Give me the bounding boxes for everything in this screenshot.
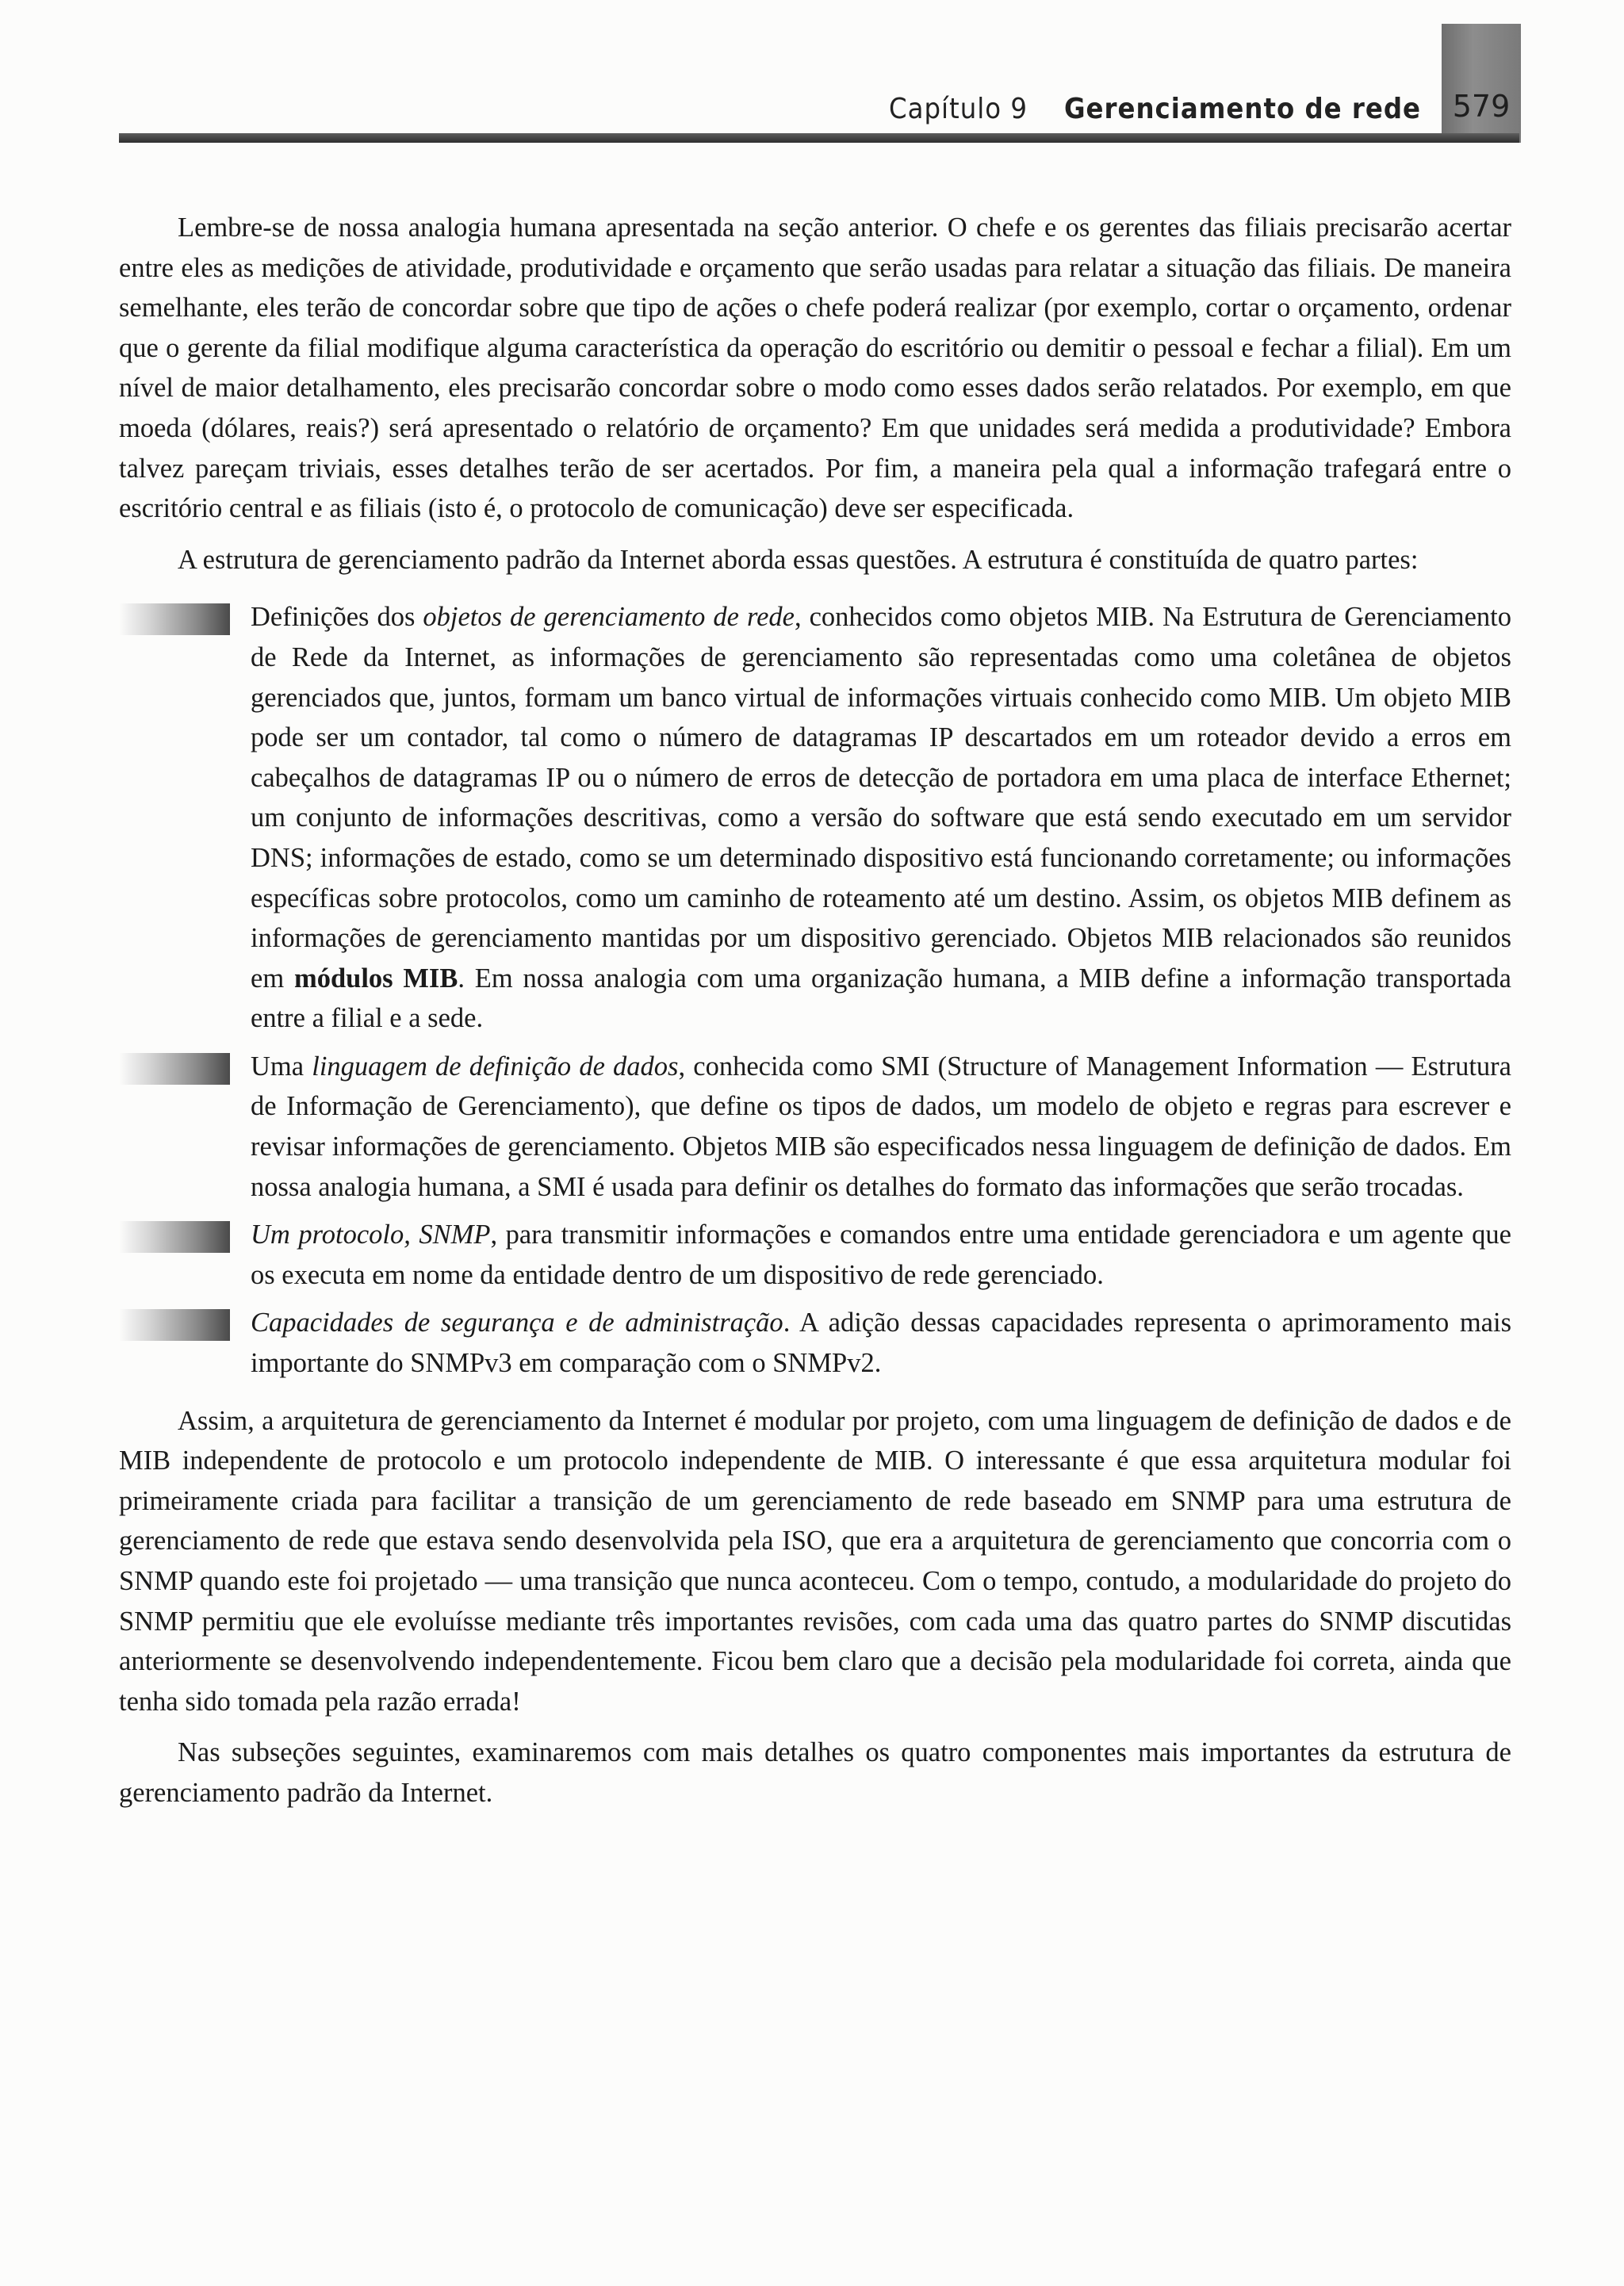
bullet-item-security (251, 1303, 1511, 1383)
emphasis: Capacidades de segurança e de administração (251, 1308, 783, 1338)
header-title (889, 93, 1421, 125)
bullet-marker (119, 1053, 230, 1085)
bullet-item-smi (251, 1047, 1511, 1207)
text-run: Definições dos (251, 602, 423, 633)
text-run: , conhecidos como objetos MIB. Na Estrutura de Gerenciamento de Rede da Internet, as informações de gerenciamento são representadas como uma coletânea de objetos gerenciados que, juntos, formam um banco virtual de informações virtuais conhecido como MIB. Um objeto MIB pode ser um contador, tal como o número de datagramas IP descartados em um roteador devido a erros em cabeçalhos de datagramas IP ou o número de erros de detecção de portadora em uma placa de interface Ethernet; um conjunto de informações descritivas, como a versão do software que está sendo executado em um servidor DNS; informações de estado, como se um determinado dispositivo está funcionando corretamente; ou informações específicas sobre protocolos, como um caminho de roteamento até um destino. Assim, os objetos MIB definem as informações de gerenciamento mantidas por um dispositivo gerenciado. Objetos MIB relacionados são reunidos em (251, 602, 1511, 994)
bullet-item-mib (251, 597, 1511, 1039)
text-run: , conhecida como SMI (Structure of Management Information — Estrutura de Informação de Gerenciamento), que define os tipos de dados, um modelo de objeto e regras para escrever e revisar informações de gerenciamento. Objetos MIB são especificados nessa linguagem de definição de dados. Em nossa analogia humana, a SMI é usada para definir os detalhes do formato das informações que serão trocadas. (251, 1051, 1511, 1202)
header-rule (119, 133, 1519, 143)
text-run: , para transmitir informações e comandos entre uma entidade gerenciadora e um agente que os executa em nome da entidade dentro de um dispositivo de rede gerenciado. (251, 1220, 1511, 1290)
bullet-text (251, 1215, 1511, 1295)
bullet-text (251, 1303, 1511, 1383)
bullet-marker (119, 1309, 230, 1341)
chapter-label: Capítulo 9 (889, 93, 1028, 125)
emphasis: linguagem de definição de dados (312, 1051, 679, 1082)
paragraph-structure-intro: A estrutura de gerenciamento padrão da Internet aborda essas questões. A estrutura é constituída de quatro partes: (178, 544, 1419, 575)
text-run: Uma (251, 1051, 312, 1082)
page-body (119, 208, 1511, 1813)
section-label: Gerenciamento de rede (1063, 93, 1421, 125)
paragraph-analogy: Lembre-se de nossa analogia humana apresentada na seção anterior. O chefe e os gerentes das filiais precisarão acertar entre eles as medições de atividade, produtividade e orçamento que serão usadas para relatar a situação das filiais. De maneira semelhante, eles terão de concordar sobre que tipo de ações o chefe poderá realizar (por exemplo, cortar o orçamento, ordenar que o gerente da filial modifique alguma característica da operação do escritório ou demitir o pessoal e fechar a filial). Em um nível de maior detalhamento, eles precisarão concordar sobre o modo como esses dados serão relatados. Por exemplo, em que moeda (dólares, reais?) será apresentado o relatório de orçamento? Em que unidades será medida a produtividade? Embora talvez pareçam triviais, esses detalhes terão de ser acertados. Por fim, a maneira pela qual a informação trafegará entre o escritório central e as filiais (isto é, o protocolo de comunicação) deve ser especificada. (119, 213, 1511, 524)
bullet-text (251, 597, 1511, 1039)
page-number-text: 579 (1452, 89, 1511, 124)
text-run: . A adição dessas capacidades representa o aprimoramento mais importante do SNMPv3 em comparação com o SNMPv2. (251, 1308, 1511, 1379)
text-run: . Em nossa analogia com uma organização humana, a MIB define a informação transportada entre a filial e a sede. (251, 963, 1511, 1034)
emphasis: Um protocolo, SNMP (251, 1220, 491, 1250)
emphasis: objetos de gerenciamento de rede (423, 602, 795, 633)
running-header (0, 94, 1519, 143)
paragraph-modular-architecture: Assim, a arquitetura de gerenciamento da Internet é modular por projeto, com uma linguagem de definição de dados e de MIB independente de protocolo e um protocolo independente de MIB. O interessante é que essa arquitetura modular foi primeiramente criada para facilitar a transição de um gerenciamento de rede baseado em SNMP para uma estrutura de gerenciamento de rede que estava sendo desenvolvida pela ISO, que era a arquitetura de gerenciamento que concorria com o SNMP quando este foi projetado — uma transição que nunca aconteceu. Com o tempo, contudo, a modularidade do projeto do SNMP permitiu que ele evoluísse mediante três importantes revisões, com cada uma das quatro partes do SNMP discutidas anteriormente se desenvolvendo independentemente. Ficou bem claro que a decisão pela modularidade foi correta, ainda que tenha sido tomada pela razão errada! (119, 1405, 1511, 1717)
paragraph-next-subsections: Nas subseções seguintes, examinaremos com mais detalhes os quatro componentes mais importantes da estrutura de gerenciamento padrão da Internet. (119, 1737, 1511, 1808)
bullet-marker (119, 603, 230, 635)
bullet-item-snmp (251, 1215, 1511, 1295)
bullet-marker (119, 1221, 230, 1253)
bullet-list (119, 597, 1511, 1383)
bullet-text (251, 1047, 1511, 1207)
bold-term: módulos MIB (293, 963, 458, 994)
